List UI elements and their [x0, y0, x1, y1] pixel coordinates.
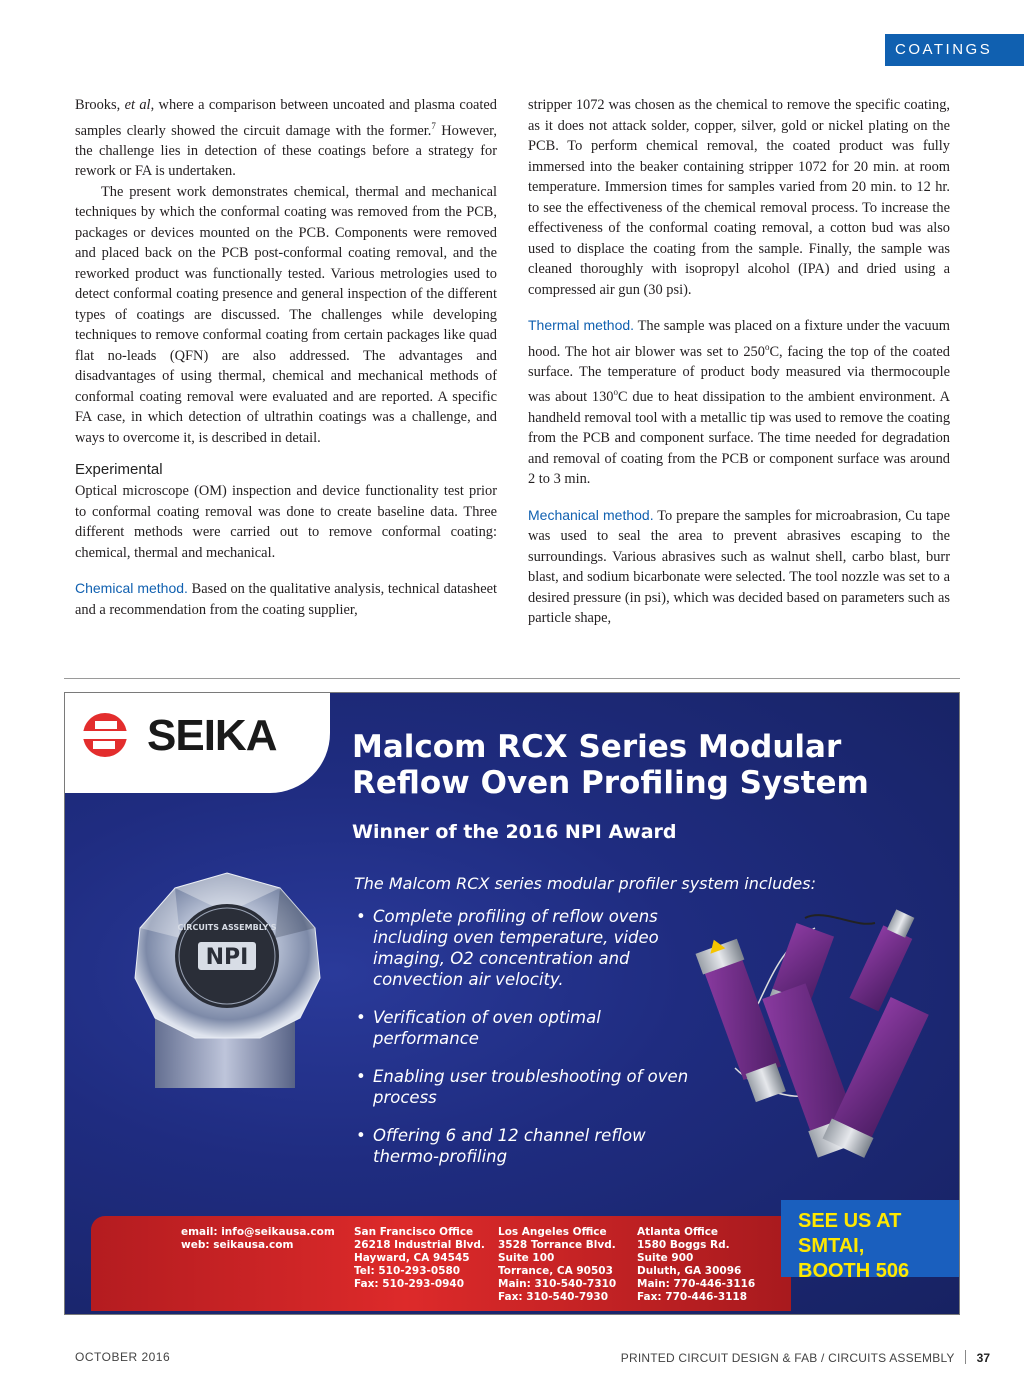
- office-line: Fax: 770-446-3118: [637, 1291, 748, 1303]
- paragraph: [528, 505, 950, 629]
- text-italic: et al: [124, 97, 151, 113]
- office-line: Fax: 510-293-0940: [354, 1278, 465, 1290]
- office-line: Torrance, CA 90503: [498, 1265, 613, 1277]
- office-line: 1580 Boggs Rd.: [637, 1239, 730, 1251]
- npi-award-trophy-image: [120, 868, 335, 1098]
- brand-name: SEIKA: [147, 711, 277, 760]
- paragraph: stripper 1072 was chosen as the chemical to remove the specific coating, as it does not attack solder, copper, silver, gold or nickel plating on the PCB. To perform chemical removal, the coated product was fully immersed into the beaker containing stripper 1072 for 20 min. at room temperature. Immersion times for samples varied from 20 min. to 12 hr. to see the effectiveness of the chemical removal process. To increase the effectiveness of the conformal coating removal, a cotton bud was also used to displace the coating from the sample. Finally, the sample was cleaned thoroughly with isopropyl alcohol (IPA) and dried using a compressed air gun (30 psi).: [528, 97, 950, 298]
- footer-date: OCTOBER 2016: [75, 1350, 171, 1364]
- office-line: Duluth, GA 30096: [637, 1265, 742, 1277]
- superscript: o: [764, 341, 770, 352]
- text-run: C, facing the top of the coated surface. The temperature of product body measured via thermocouple was about 130: [528, 343, 951, 406]
- footer-publication: [621, 1350, 990, 1365]
- office-line: Los Angeles Office: [498, 1226, 607, 1238]
- ad-title-line: Malcom RCX Series Modular: [352, 729, 842, 765]
- text-run: However, the challenge lies in detection of these coatings before a strategy for rework or FA is undertaken.: [75, 122, 497, 180]
- paragraph: [75, 578, 497, 620]
- booth-callout-line: SEE US AT SMTAI,: [798, 1210, 902, 1257]
- office-line: 26218 Industrial Blvd.: [354, 1239, 485, 1251]
- booth-callout: [781, 1200, 960, 1282]
- page-number: 37: [976, 1351, 990, 1365]
- feature-item: • Offering 6 and 12 channel reflow thermo-profiling: [354, 1125, 694, 1167]
- office-line: Fax: 310-540-7930: [498, 1291, 609, 1303]
- email-link[interactable]: email: info@seikausa.com: [181, 1226, 335, 1238]
- feature-item: • Verification of oven optimal performance: [354, 1007, 694, 1049]
- trophy-caption: CIRCUITS ASSEMBLY'S: [177, 923, 277, 932]
- article-left-column: [75, 95, 497, 620]
- trophy-logo-text: NPI: [205, 945, 249, 970]
- office-line: San Francisco Office: [354, 1226, 474, 1238]
- text-run: C due to heat dissipation to the ambient environment. A handheld removal tool with a metallic tip was used to remove the coating from the PCB and component surface. The time needed for degradation and removal of coating from the PCB or component surface was around 2 to 3 min.: [528, 389, 951, 488]
- text-run: The sample was placed on a fixture under the vacuum hood. The hot air blower was set to 250: [528, 318, 950, 360]
- article-right-column: [528, 95, 950, 629]
- paragraph: The present work demonstrates chemical, thermal and mechanical techniques by which the conformal coating was removed from the PCB, packages or devices mounted on the PCB. Components were removed and placed back on the PCB post-conformal coating removal, and the reworked product was functionally tested. Various metrologies used to detect conformal coating presence and general inspection of the different types of coatings are discussed. The challenges while developing techniques to remove conformal coating from certain packages like quad flat no-leads (QFN) are also addressed. The advantages and disadvantages of using thermal, chemical and mechanical methods of conformal coating removal were evaluated and are reported. A specific FA case, in which detection of ultrathin coatings was a challenge, and ways to overcome it, is described in detail.: [75, 183, 497, 446]
- runin-heading: Thermal method.: [528, 317, 635, 333]
- office-los-angeles: [498, 1226, 616, 1304]
- office-line: Main: 310-540-7310: [498, 1278, 617, 1290]
- office-line: 3528 Torrance Blvd.: [498, 1239, 616, 1251]
- ad-title-line: Reflow Oven Profiling System: [352, 765, 869, 801]
- footer-separator: [965, 1350, 966, 1364]
- office-line: Suite 100: [498, 1252, 555, 1264]
- profiler-modules-image: [675, 908, 935, 1168]
- text-run: To prepare the samples for microabrasion, Cu tape was used to seal the area to prevent abrasives escaping to the surroundings. Various abrasives such as walnut shell, carbo blast, burr blast, and sodium bicarbonate were selected. The tool nozzle was set to a desired pressure (in psi), which was decided based on parameters such as particle shape,: [528, 507, 950, 627]
- contact-bar: [91, 1216, 791, 1311]
- divider: [64, 678, 960, 679]
- text-run: Brooks,: [75, 97, 125, 113]
- feature-item: • Complete profiling of reflow ovens including oven temperature, video imaging, O2 concentration and convection air velocity.: [354, 906, 694, 990]
- footnote-ref: 7: [431, 120, 436, 131]
- seika-logo: [65, 693, 330, 793]
- office-line: Tel: 510-293-0580: [354, 1265, 461, 1277]
- office-line: Atlanta Office: [637, 1226, 719, 1238]
- advertisement[interactable]: [64, 692, 960, 1315]
- booth-callout-line: BOOTH 506: [798, 1260, 910, 1282]
- contact-online: [181, 1226, 335, 1252]
- section-tab: COATINGS: [885, 34, 1024, 66]
- section-heading: Experimental: [75, 461, 163, 479]
- office-line: Hayward, CA 94545: [354, 1252, 470, 1264]
- paragraph: [528, 315, 950, 490]
- ad-subtitle: Winner of the 2016 NPI Award: [352, 821, 677, 843]
- ad-intro: The Malcom RCX series modular profiler system includes:: [354, 874, 816, 893]
- superscript: o: [613, 387, 618, 398]
- seika-logo-mark-icon: [81, 711, 129, 759]
- office-atlanta: [637, 1226, 755, 1304]
- paragraph: Optical microscope (OM) inspection and device functionality test prior to conformal coating removal was done to create baseline data. Three different methods were carried out to remove conformal coating: chemical, thermal and mechanical.: [75, 483, 497, 561]
- text-run: Based on the qualitative analysis, technical datasheet and a recommendation from the coating supplier,: [75, 581, 498, 618]
- ad-title: [352, 729, 952, 801]
- office-line: Main: 770-446-3116: [637, 1278, 756, 1290]
- feature-item: • Enabling user troubleshooting of oven process: [354, 1066, 694, 1108]
- office-san-francisco: [354, 1226, 485, 1291]
- office-line: Suite 900: [637, 1252, 694, 1264]
- paragraph: [75, 95, 497, 182]
- feature-list: [354, 906, 694, 1184]
- web-link[interactable]: web: seikausa.com: [181, 1239, 294, 1251]
- publication-name: PRINTED CIRCUIT DESIGN & FAB / CIRCUITS ASSEMBLY: [620, 1351, 955, 1365]
- runin-heading: Mechanical method.: [528, 506, 654, 523]
- runin-heading: Chemical method.: [75, 580, 188, 597]
- text-run: , where a comparison between uncoated and plasma coated samples clearly showed the circuit damage with the former.: [75, 97, 497, 139]
